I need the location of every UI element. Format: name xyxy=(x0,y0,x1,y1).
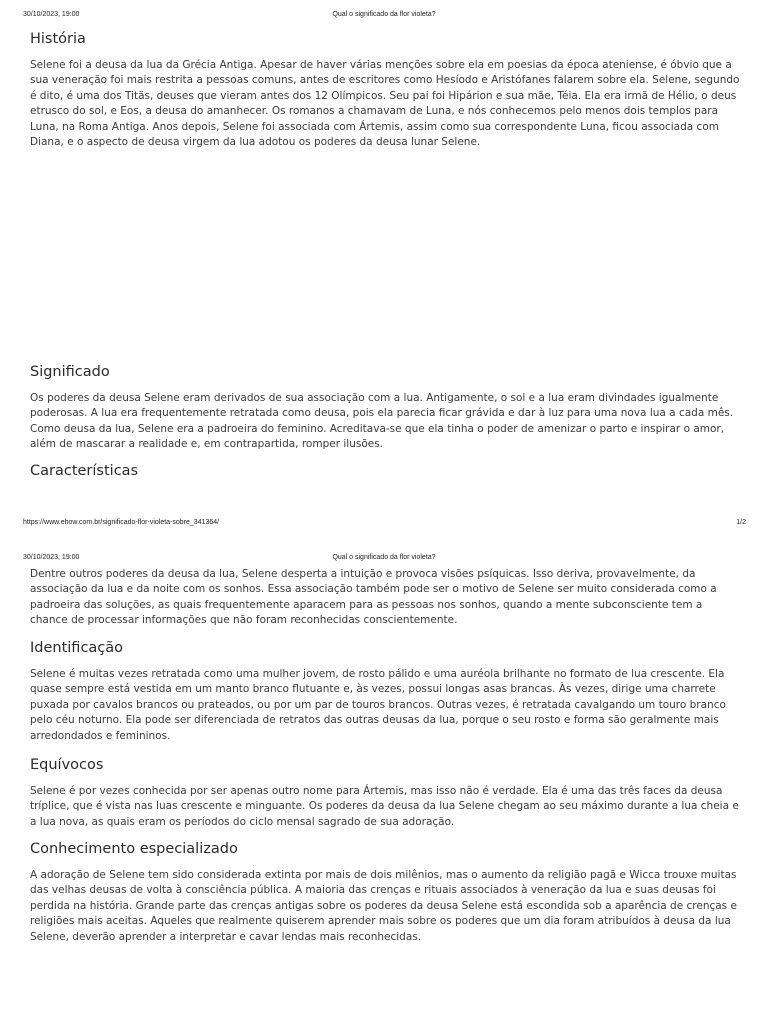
section-equivocos xyxy=(30,755,742,830)
print-url: https://www.ehow.com.br/significado-flor-violeta-sobre_341364/ xyxy=(23,519,220,526)
heading-significado: Significado xyxy=(30,364,110,380)
paragraph-identificacao: Selene é muitas vezes retratada como uma mulher jovem, de rosto pálido e uma auréola brilhante no formato de lua crescente. Ela quase sempre está vestida em um manto branco flutuante e, às vezes, possui longas asas brancas. Às vezes, dirige uma charrete puxada por cavalos brancos ou prateados, ou por um par de touros brancos. Outras vezes, é retratada cavalgando um touro branco pelo céu noturno. Ela pode ser diferenciada de retratos das outras deusas da lua, porque o seu rosto e forma são geralmente mais arredondados e femininos. xyxy=(30,668,726,742)
print-page-number: 1/2 xyxy=(736,519,746,526)
print-header xyxy=(22,554,746,566)
print-date: 30/10/2023, 19:00 xyxy=(23,11,80,18)
section-caracteristicas-heading xyxy=(30,461,742,481)
print-date: 30/10/2023, 19:00 xyxy=(23,554,80,561)
section-significado xyxy=(30,362,742,453)
heading-conhecimento: Conhecimento especializado xyxy=(30,841,238,857)
heading-equivocos: Equívocos xyxy=(30,757,104,773)
paragraph-equivocos: Selene é por vezes conhecida por ser apenas outro nome para Ártemis, mas isso não é verdade. Ela é uma das três faces da deusa tríplice, que é vista nas luas crescente e minguante. Os poderes da deusa da lua Selene chegam ao seu máximo durante a lua cheia e a lua nova, as quais eram os períodos do ciclo mensal sagrado de sua adoração. xyxy=(30,785,739,828)
paragraph-significado: Os poderes da deusa Selene eram derivados de sua associação com a lua. Antigamente, o sol e a lua eram divindades igualmente poderosas. A lua era frequentemente retratada como deusa, pois ela parecia ficar grávida e dar à luz para uma nova lua a cada mês. Como deusa da lua, Selene era a padroeira do feminino. Acreditava-se que ela tinha o poder de amenizar o parto e inspirar o amor, além de mascarar a realidade e, em contrapartida, romper ilusões. xyxy=(30,392,734,451)
paragraph-conhecimento: A adoração de Selene tem sido considerada extinta por mais de dois milênios, mas o aumento da religião pagã e Wicca trouxe muitas das velhas deusas de volta à consciência pública. A maioria das crenças e rituais associados à veneração da lua e suas deusas foi perdida na história. Grande parte das crenças antigas sobre os poderes da deusa Selene está escondida sob a aparência de crenças e religiões mais aceitas. Aqueles que realmente quiserem aprender mais sobre os poderes que um dia foram atribuídos à deusa da lua Selene, deverão aprender a interpretar e cavar lendas mais reconhecidas. xyxy=(30,869,737,943)
print-title: Qual o significado da flor violeta? xyxy=(332,554,436,561)
section-historia xyxy=(30,29,742,150)
section-identificacao xyxy=(30,638,742,744)
print-title: Qual o significado da flor violeta? xyxy=(332,11,436,18)
print-header xyxy=(22,11,746,23)
section-caracteristicas-body xyxy=(30,567,742,629)
printed-page-2 xyxy=(0,545,768,1024)
heading-caracteristicas: Características xyxy=(30,463,139,479)
heading-historia: História xyxy=(30,31,86,47)
paragraph-historia: Selene foi a deusa da lua da Grécia Antiga. Apesar de haver várias menções sobre ela em poesias da época ateniense, é óbvio que a sua veneração foi mais restrita a pessoas comuns, antes de escritores como Hesíodo e Aristófanes falarem sobre ela. Selene, segundo é dito, é uma dos Titãs, deuses que vieram antes dos 12 Olímpicos. Seu pai foi Hipárion e sua mãe, Téia. Ela era irmã de Hélio, o deus etrusco do sol, e Eos, a deusa do amanhecer. Os romanos a chamavam de Luna, e nós conhecemos pelo menos dois templos para Luna, na Roma Antiga. Anos depois, Selene foi associada com Ártemis, assim como sua correspondente Luna, ficou associada com Diana, e o aspecto de deusa virgem da lua adotou os poderes da deusa lunar Selene. xyxy=(30,59,740,149)
heading-identificacao: Identificação xyxy=(30,640,124,656)
section-conhecimento xyxy=(30,839,742,945)
paragraph-caracteristicas: Dentre outros poderes da deusa da lua, Selene desperta a intuição e provoca visões psíquicas. Isso deriva, provavelmente, da associação da lua e da noite com os sonhos. Essa associação também pode ser o motivo de Selene ser muito considerada como a padroeira das soluções, as quais frequentemente aparacem para as pessoas nos sonhos, quando a mente subconsciente tem a chance de processar informações que não foram reconhecidas conscientemente. xyxy=(30,568,717,627)
